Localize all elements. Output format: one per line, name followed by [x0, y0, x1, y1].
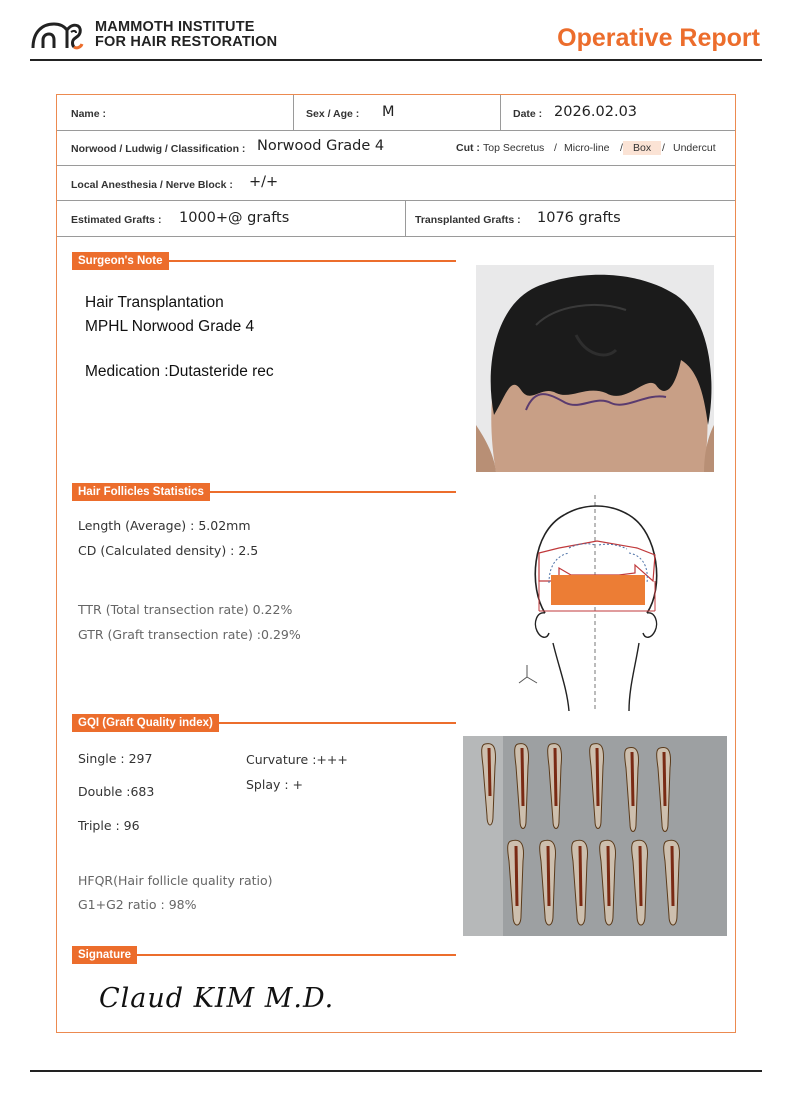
gqi-curvature: Curvature :+++ [246, 752, 348, 767]
form-row-classification [57, 131, 735, 166]
section-heading-signature: Signature [72, 946, 137, 964]
section-heading-gqi: GQI (Graft Quality index) [72, 714, 219, 732]
sex-age-label: Sex / Age : [306, 108, 360, 120]
cut-option-box-selected[interactable]: Box [623, 141, 661, 155]
date-value[interactable]: 2026.02.03 [554, 104, 638, 120]
gqi-single: Single : 297 [78, 751, 153, 766]
divider [500, 95, 501, 130]
brand-line-2: FOR HAIR RESTORATION [95, 34, 278, 50]
anesthesia-label: Local Anesthesia / Nerve Block : [71, 179, 233, 191]
classification-value[interactable]: Norwood Grade 4 [257, 138, 385, 154]
stat-length: Length (Average) : 5.02mm [78, 518, 251, 533]
stat-gtr: GTR (Graft transection rate) :0.29% [78, 627, 301, 642]
classification-label: Norwood / Ludwig / Classification : [71, 143, 246, 155]
cut-separator: / [620, 142, 623, 154]
name-label: Name : [71, 108, 107, 120]
cut-option-top-secretus[interactable]: Top Secretus [483, 142, 545, 154]
stat-ttr: TTR (Total transection rate) 0.22% [78, 602, 293, 617]
cut-option-micro-line[interactable]: Micro-line [564, 142, 610, 154]
patient-scalp-photo [476, 265, 714, 472]
footer-divider [30, 1070, 762, 1072]
note-line-1: Hair Transplantation [85, 294, 224, 311]
section-heading-surgeons-note: Surgeon's Note [72, 252, 169, 270]
gqi-triple: Triple : 96 [78, 818, 140, 833]
cut-option-undercut[interactable]: Undercut [673, 142, 716, 154]
anesthesia-value[interactable]: +/+ [249, 174, 279, 190]
transplanted-grafts-label: Transplanted Grafts : [415, 214, 521, 226]
report-sheet [56, 94, 736, 1033]
form-row-grafts [57, 201, 735, 237]
gqi-double: Double :683 [78, 784, 155, 799]
divider [405, 201, 406, 236]
donor-area-head-diagram [509, 493, 689, 713]
brand-line-1: MAMMOTH INSTITUTE [95, 19, 255, 35]
note-line-3: Medication :Dutasteride rec [85, 363, 274, 380]
header-divider [30, 59, 762, 61]
report-title: Operative Report [557, 24, 760, 52]
gqi-g1-g2-ratio: G1+G2 ratio : 98% [78, 897, 197, 912]
surgeon-signature: Claud KIM M.D. [99, 983, 335, 1014]
gqi-splay: Splay : + [246, 777, 304, 792]
section-heading-follicle-stats: Hair Follicles Statistics [72, 483, 210, 501]
gqi-hfqr: HFQR(Hair follicle quality ratio) [78, 873, 273, 888]
cut-separator: / [554, 142, 557, 154]
divider [293, 95, 294, 130]
date-label: Date : [513, 108, 543, 120]
cut-label: Cut : [456, 142, 480, 154]
transplanted-grafts-value[interactable]: 1076 grafts [537, 210, 621, 226]
graft-samples-photo [463, 736, 727, 936]
estimated-grafts-label: Estimated Grafts : [71, 214, 162, 226]
stat-calculated-density: CD (Calculated density) : 2.5 [78, 543, 259, 558]
estimated-grafts-value[interactable]: 1000+@ grafts [179, 210, 290, 226]
form-row-anesthesia [57, 166, 735, 201]
form-row-patient [57, 95, 735, 131]
cut-separator: / [662, 142, 665, 154]
mammoth-logo-icon [30, 18, 92, 52]
sex-age-value[interactable]: M [382, 104, 395, 120]
brand-name [95, 20, 277, 50]
note-line-2: MPHL Norwood Grade 4 [85, 318, 255, 335]
